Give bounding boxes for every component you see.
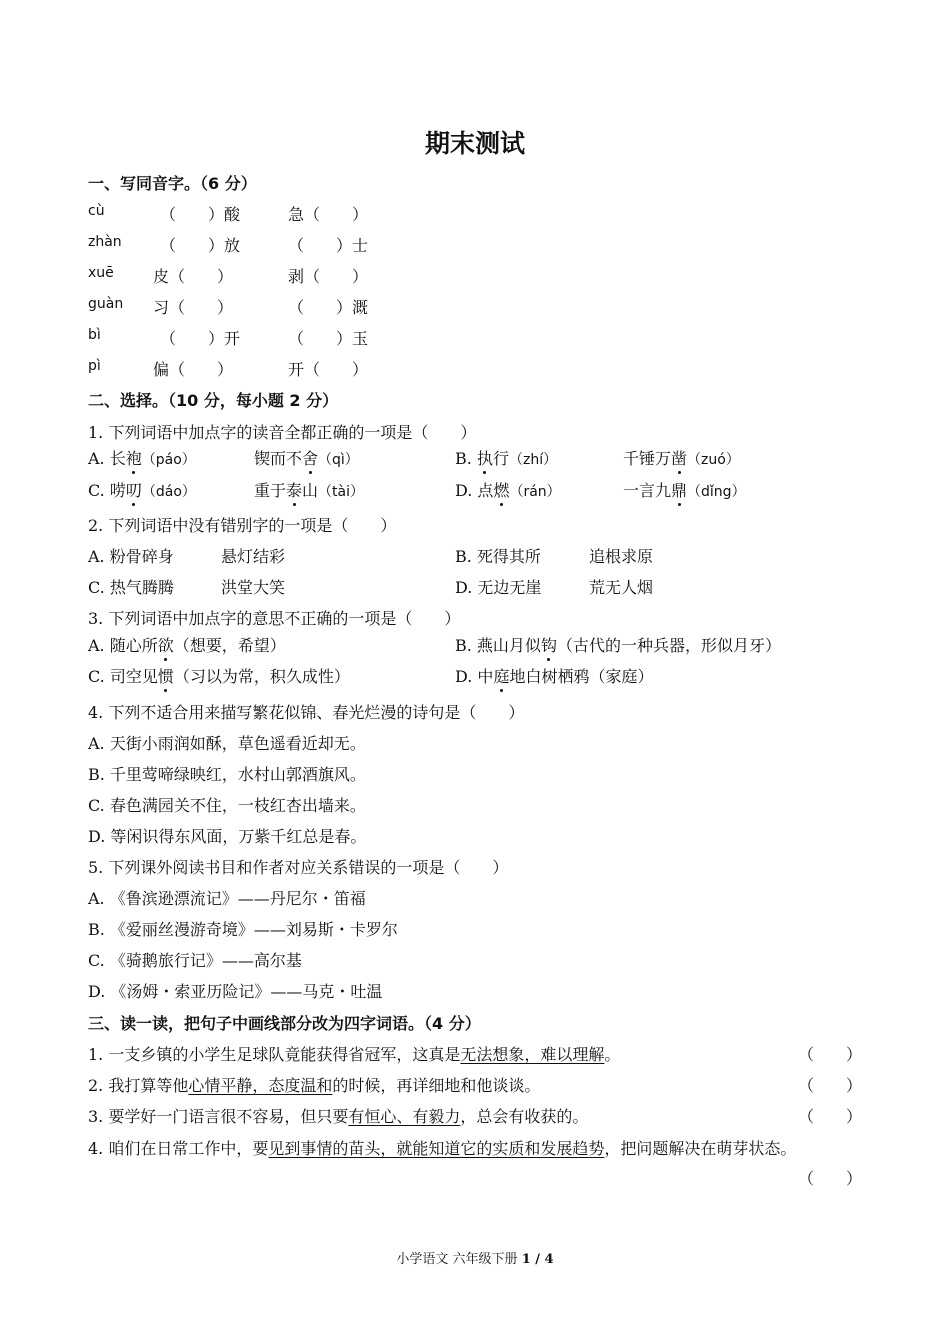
text: 的时候，再详细地和他谈谈。 — [332, 1076, 541, 1095]
text: 山 — [302, 481, 319, 500]
text: 。 — [604, 1045, 621, 1064]
section-2-heading: 二、选择。（10 分，每小题 2 分） — [88, 391, 339, 410]
pinyin: cù — [88, 203, 105, 219]
text: D. 中 — [455, 667, 494, 686]
sentence-1 — [88, 1042, 620, 1065]
answer-blank: （ ） — [798, 1045, 863, 1064]
text: 1. 一支乡镇的小学生足球队竟能获得省冠军，这真是 — [88, 1045, 461, 1064]
text: （想要，希望） — [173, 636, 286, 655]
question-4-stem: 4. 下列不适合用来描写繁花似锦、春光烂漫的诗句是（ ） — [88, 703, 525, 722]
q3-option-a — [88, 633, 286, 656]
q4-option-a: A. 天街小雨润如酥，草色遥看近却无。 — [88, 734, 366, 753]
pinyin: （dǐng） — [687, 484, 746, 500]
blank-b: （ ）玉 — [288, 329, 369, 348]
q2-option-d1: D. 无边无崖 — [455, 578, 542, 597]
text: D. 点 — [455, 481, 494, 500]
q2-option-c1: C. 热气腾腾 — [88, 578, 174, 597]
q2-option-a1: A. 粉骨碎身 — [88, 547, 174, 566]
text: ，总会有收获的。 — [460, 1107, 589, 1126]
blank-b: 急（ ） — [288, 205, 369, 224]
pinyin: zhàn — [88, 234, 122, 250]
blank-b: （ ）士 — [288, 236, 369, 255]
dotted-char: 泰 — [286, 478, 302, 501]
pinyin: （zhí） — [508, 452, 558, 468]
dotted-char: 惯 — [158, 664, 174, 687]
dotted-char: 燃 — [493, 478, 509, 501]
blank-b: 剥（ ） — [288, 267, 369, 286]
q5-option-a: A. 《鲁滨逊漂流记》——丹尼尔・笛福 — [88, 889, 366, 908]
q2-option-b1: B. 死得其所 — [455, 547, 541, 566]
text: 2. 我打算等他 — [88, 1076, 189, 1095]
answer-blank: （ ） — [798, 1169, 863, 1188]
text: 行 — [492, 449, 509, 468]
text: C. 唠 — [88, 481, 126, 500]
q4-option-d: D. 等闲识得东风面，万紫千红总是春。 — [88, 827, 367, 846]
question-2-stem: 2. 下列词语中没有错别字的一项是（ ） — [88, 516, 397, 535]
underlined-phrase: 心情平静，态度温和 — [188, 1076, 333, 1095]
page-title: 期末测试 — [424, 129, 525, 158]
q1-option-d1 — [455, 478, 561, 501]
q2-option-b2: 追根求原 — [589, 547, 654, 566]
q4-option-b: B. 千里莺啼绿映红，水村山郭酒旗风。 — [88, 765, 366, 784]
text: （古代的一种兵器，形似月牙） — [556, 636, 781, 655]
dotted-char: 庭 — [493, 664, 509, 687]
q4-option-c: C. 春色满园关不住，一枝红杏出墙来。 — [88, 796, 366, 815]
question-5-stem: 5. 下列课外阅读书目和作者对应关系错误的一项是（ ） — [88, 858, 509, 877]
footer-text: 小学语文 六年级下册 — [396, 1252, 518, 1267]
dotted-char: 钩 — [541, 633, 557, 656]
section-3-heading: 三、读一读，把句子中画线部分改为四字词语。（4 分） — [88, 1014, 481, 1033]
pinyin: guàn — [88, 296, 124, 312]
blank-b: 开（ ） — [288, 360, 369, 379]
blank-a: 偏（ ） — [153, 360, 234, 379]
dotted-char: 执 — [477, 446, 493, 469]
answer-blank: （ ） — [798, 1107, 863, 1126]
question-3-stem: 3. 下列词语中加点字的意思不正确的一项是（ ） — [88, 609, 461, 628]
blank-a: 皮（ ） — [153, 267, 234, 286]
text: （习以为常，积久成性） — [173, 667, 350, 686]
text: 4. 咱们在日常工作中，要 — [88, 1139, 269, 1158]
page-number: 1 / 4 — [521, 1252, 554, 1267]
pinyin: （tài） — [318, 484, 365, 500]
section-1-heading: 一、写同音字。（6 分） — [88, 174, 257, 193]
text: 重于 — [254, 481, 287, 500]
q2-option-a2: 悬灯结彩 — [221, 547, 286, 566]
underlined-phrase: 见到事情的苗头，就能知道它的实质和发展趋势 — [268, 1139, 605, 1158]
q1-option-d2 — [623, 478, 746, 501]
blank-a: （ ）放 — [160, 236, 241, 255]
pinyin: （páo） — [141, 452, 196, 468]
q5-option-b: B. 《爱丽丝漫游奇境》——刘易斯・卡罗尔 — [88, 920, 398, 939]
underlined-phrase: 无法想象，难以理解 — [460, 1045, 605, 1064]
q1-option-b2 — [623, 446, 740, 469]
blank-a: 习（ ） — [153, 298, 234, 317]
pinyin: （rán） — [509, 484, 561, 500]
q1-option-b1 — [455, 446, 557, 469]
text: 3. 要学好一门语言很不容易，但只要 — [88, 1107, 349, 1126]
blank-a: （ ）开 — [160, 329, 241, 348]
q2-option-d2: 荒无人烟 — [589, 578, 654, 597]
dotted-char: 凿 — [671, 446, 687, 469]
text: A. 长 — [88, 449, 126, 468]
text: C. 司空见 — [88, 667, 158, 686]
page-footer — [0, 1248, 950, 1267]
q5-option-d: D. 《汤姆・索亚历险记》——马克・吐温 — [88, 982, 383, 1001]
text: 一言九 — [623, 481, 672, 500]
q1-option-c1 — [88, 478, 196, 501]
text: B. — [455, 449, 477, 468]
q3-option-b — [455, 633, 781, 656]
q1-option-a2 — [254, 446, 359, 469]
pinyin: xuē — [88, 265, 114, 281]
q1-option-c2 — [254, 478, 364, 501]
pinyin: bì — [88, 327, 101, 343]
dotted-char: 鼎 — [671, 478, 687, 501]
underlined-phrase: 有恒心、有毅力 — [348, 1107, 461, 1126]
pinyin: （dáo） — [141, 484, 196, 500]
sentence-3 — [88, 1104, 588, 1127]
text: 千锤万 — [623, 449, 672, 468]
q5-option-c: C. 《骑鹅旅行记》——高尔基 — [88, 951, 302, 970]
blank-a: （ ）酸 — [160, 205, 241, 224]
dotted-char: 舍 — [302, 446, 318, 469]
q3-option-d — [455, 664, 653, 687]
pinyin: （zuó） — [687, 452, 740, 468]
dotted-char: 欲 — [158, 633, 174, 656]
dotted-char: 袍 — [126, 446, 142, 469]
pinyin: pì — [88, 358, 101, 374]
q1-option-a1 — [88, 446, 196, 469]
text: 锲而不 — [254, 449, 303, 468]
q2-option-c2: 洪堂大笑 — [221, 578, 286, 597]
text: B. 燕山月似 — [455, 636, 541, 655]
dotted-char: 叨 — [126, 478, 142, 501]
q3-option-c — [88, 664, 350, 687]
text: ，把问题解决在萌芽状态。 — [604, 1139, 797, 1158]
sentence-4 — [88, 1136, 796, 1159]
answer-blank: （ ） — [798, 1076, 863, 1095]
question-1-stem: 1. 下列词语中加点字的读音全都正确的一项是（ ） — [88, 423, 477, 442]
text: 地白树栖鸦（家庭） — [509, 667, 654, 686]
sentence-2 — [88, 1073, 540, 1096]
pinyin: （qì） — [318, 452, 359, 468]
blank-b: （ ）溉 — [288, 298, 369, 317]
text: A. 随心所 — [88, 636, 158, 655]
